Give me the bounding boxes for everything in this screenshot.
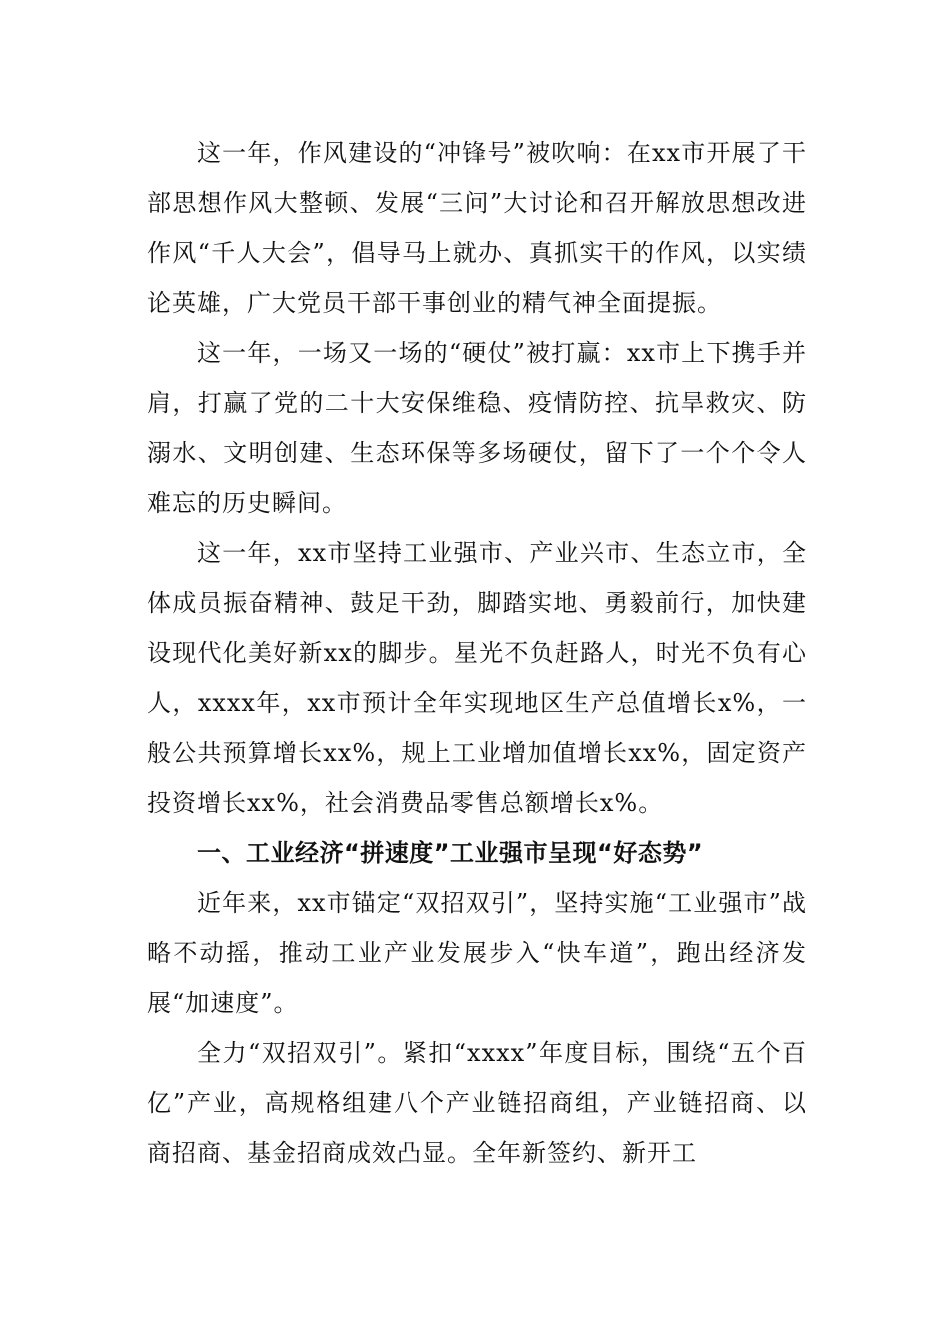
paragraph-tough-battles: 这一年，一场又一场的“硬仗”被打赢：xx市上下携手并肩，打赢了党的二十大安保维稳、疫情防控、抗旱救灾、防溺水、文明创建、生态环保等多场硬仗，留下了一个个令人难忘的历史瞬间。 bbox=[147, 339, 807, 517]
paragraph-economic-results: 这一年，xx市坚持工业强市、产业兴市、生态立市，全体成员振奋精神、鼓足干劲，脚踏实地、勇毅前行，加快建设现代化美好新xx的脚步。星光不负赶路人，时光不负有心人，xxxx年，xx市预计全年实现地区生产总值增长x%，一般公共预算增长xx%，规上工业增加值增长xx%，固定资产投资增长xx%，社会消费品零售总额增长x%。 bbox=[147, 539, 807, 817]
section-heading: 一、工业经济“拼速度”工业强市呈现“好态势” bbox=[197, 839, 704, 867]
paragraph-investment: 全力“双招双引”。紧扣“xxxx”年度目标，围绕“五个百亿”产业，高规格组建八个产业链招商组，产业链招商、以商招商、基金招商成效凸显。全年新签约、新开工 bbox=[147, 1039, 807, 1167]
paragraph-industry-intro: 近年来，xx市锚定“双招双引”，坚持实施“工业强市”战略不动摇，推动工业产业发展步入“快车道”，跑出经济发展“加速度”。 bbox=[147, 889, 807, 1017]
document-body bbox=[147, 128, 807, 1178]
paragraph-work-style: 这一年，作风建设的“冲锋号”被吹响：在xx市开展了干部思想作风大整顿、发展“三问”大讨论和召开解放思想改进作风“千人大会”，倡导马上就办、真抓实干的作风，以实绩论英雄，广大党员干部干事创业的精气神全面提振。 bbox=[147, 139, 807, 317]
